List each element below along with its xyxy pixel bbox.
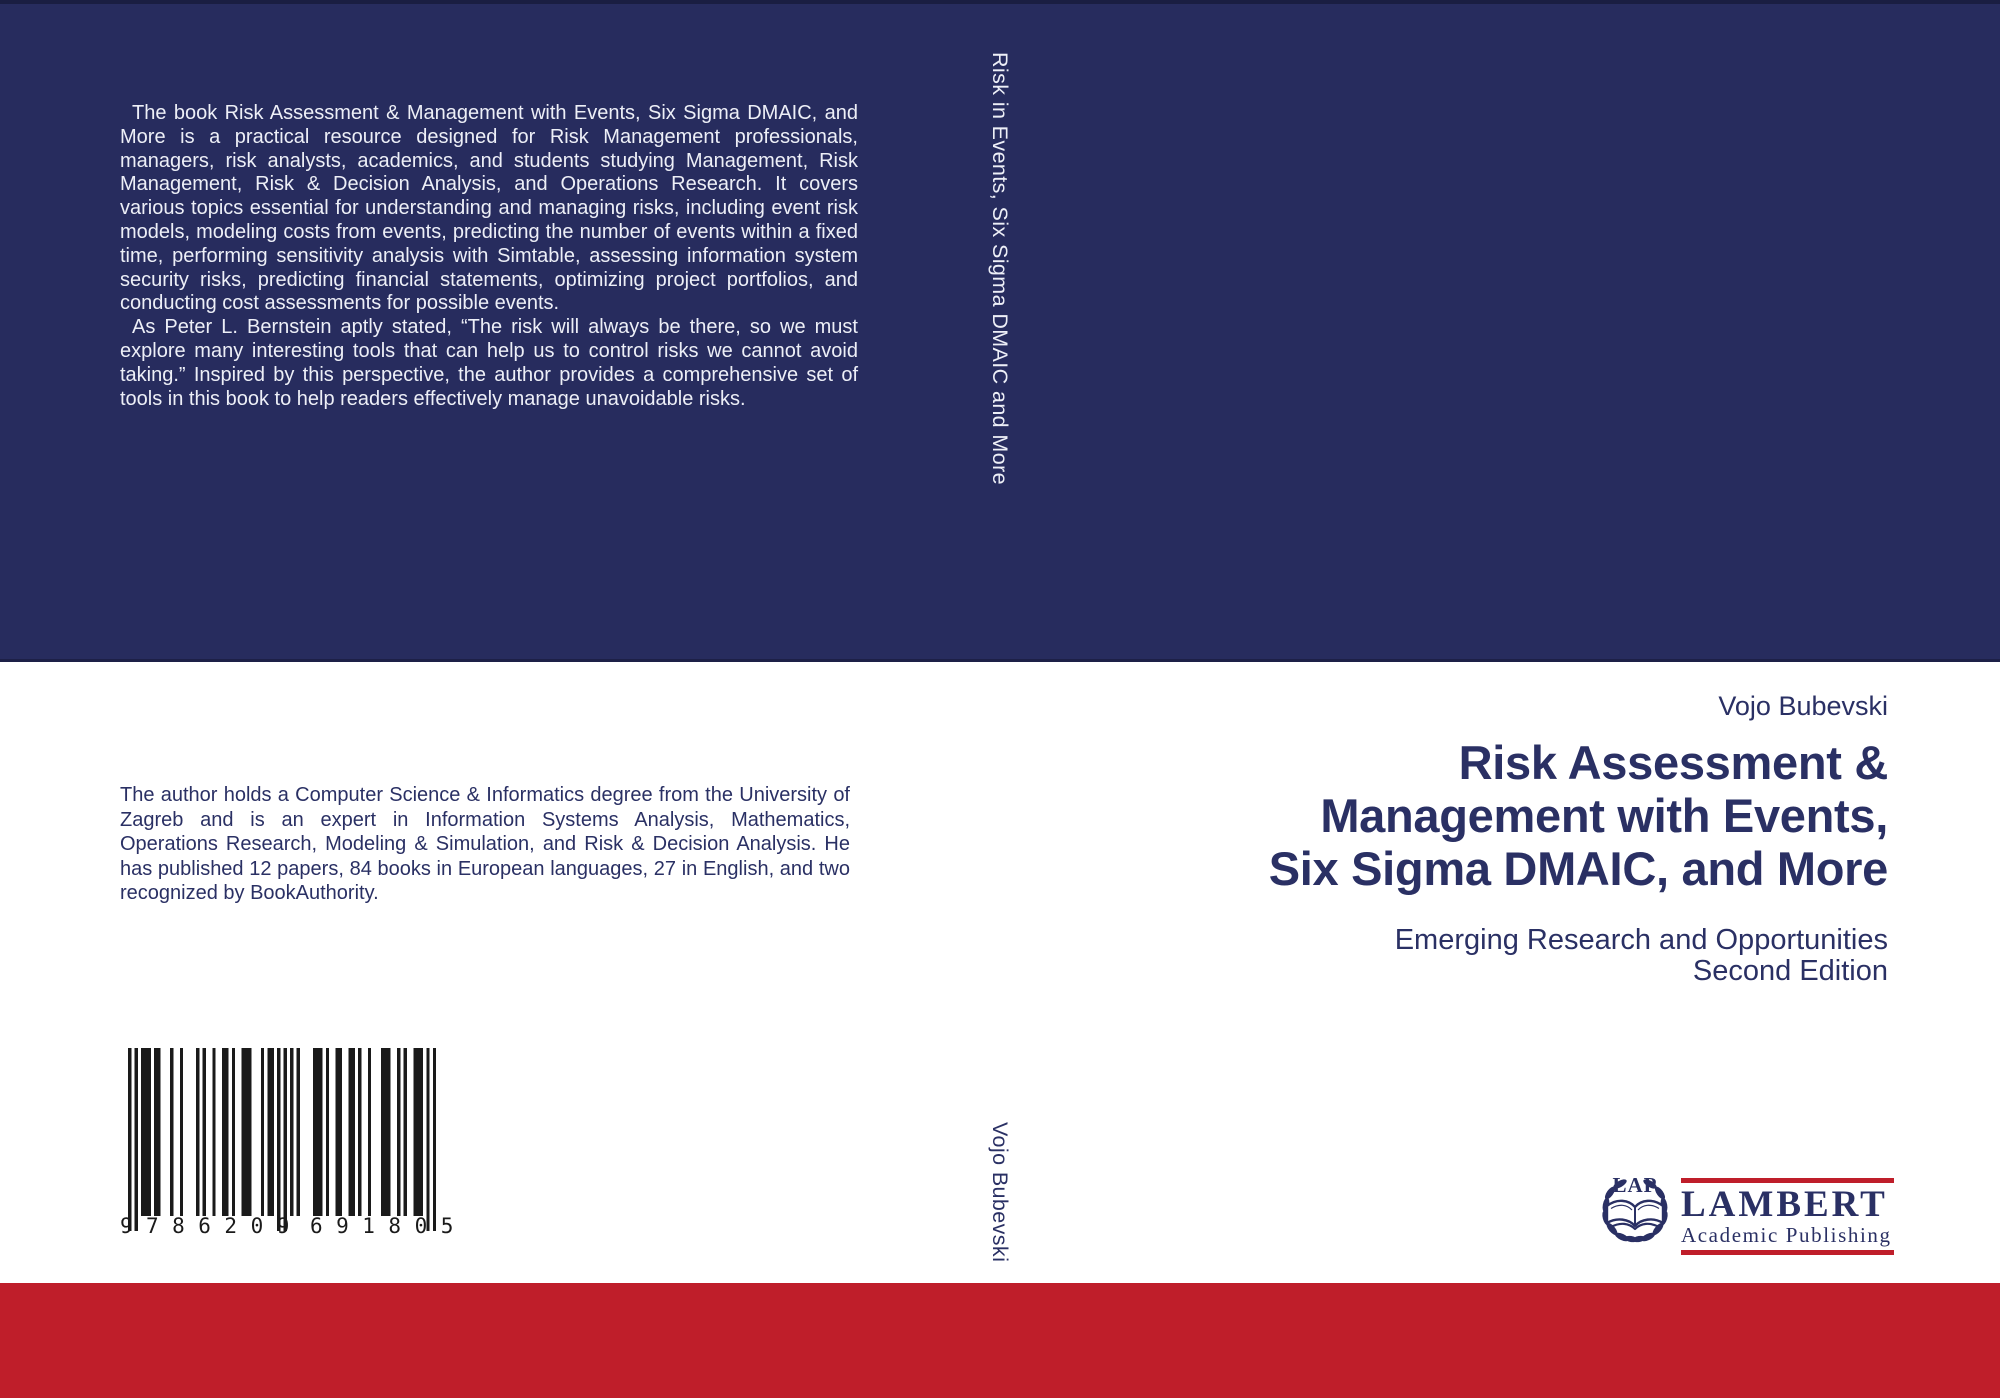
isbn-digit-group-2: 691805 (310, 1214, 467, 1238)
title-line-2: Management with Events, (1320, 789, 1888, 842)
publisher-logo (1598, 1158, 1894, 1258)
back-cover-panel (0, 0, 2000, 662)
bottom-red-band (0, 1283, 2000, 1398)
author-bio-text: The author holds a Computer Science & Informatics degree from the University of Zagreb and is an expert in Information Systems Analysis, Mathematics, Operations Research, Modeling & Simulation, and Risk & Decision Analysis. He has published 12 papers, 84 books in European languages, 27 in English, and two recognized by BookAuthority. (120, 784, 850, 905)
front-title (888, 736, 1888, 895)
spine-title-text: Risk in Events, Six Sigma DMAIC and More (988, 52, 1012, 485)
isbn-digit-lead: 9 (120, 1214, 133, 1238)
spine-author-text: Vojo Bubevski (988, 1122, 1012, 1263)
blurb-paragraph-1: The book Risk Assessment & Management with Events, Six Sigma DMAIC, and More is a practical resource designed for Risk Management professionals, managers, risk analysts, academics, and students studying Management, Risk Management, Risk & Decision Analysis, and Operations Research. It covers various topics essential for understanding and managing risks, including event risk models, modeling costs from events, predicting the number of events within a fixed time, performing sensitivity analysis with Simtable, assessing information system security risks, predicting financial statements, optimizing project portfolios, and conducting cost assessments for possible events. (120, 102, 858, 315)
barcode-bars-graphic (128, 1048, 436, 1231)
wordmark-bottom-rule (1681, 1250, 1894, 1255)
title-line-3: Six Sigma DMAIC, and More (1268, 842, 1888, 895)
front-author-name: Vojo Bubevski (1718, 691, 1888, 721)
publisher-name: LAMBERT (1681, 1184, 1888, 1225)
publisher-wordmark (1681, 1178, 1894, 1255)
wordmark-top-rule (1681, 1178, 1894, 1183)
lap-emblem-icon (1598, 1170, 1672, 1244)
subtitle-line-2: Second Edition (1692, 955, 1888, 987)
author-bio (120, 783, 850, 906)
isbn-digit-group-1: 786209 (146, 1214, 303, 1238)
isbn-digits (120, 1214, 467, 1242)
lap-emblem-text: LAP (1612, 1173, 1658, 1197)
isbn-barcode (120, 1046, 467, 1246)
title-line-1: Risk Assessment & (1458, 736, 1888, 789)
subtitle-line-1: Emerging Research and Opportunities (1394, 924, 1888, 956)
blurb-paragraph-2: As Peter L. Bernstein aptly stated, “The risk will always be there, so we must explore many interesting tools that can help us to control risks we cannot avoid taking.” Inspired by this perspective, the author provides a comprehensive set of tools in this book to help readers effectively manage unavoidable risks. (120, 316, 858, 410)
back-cover-blurb (120, 102, 858, 411)
front-subtitle (1188, 925, 1888, 987)
publisher-tagline: Academic Publishing (1681, 1223, 1892, 1247)
